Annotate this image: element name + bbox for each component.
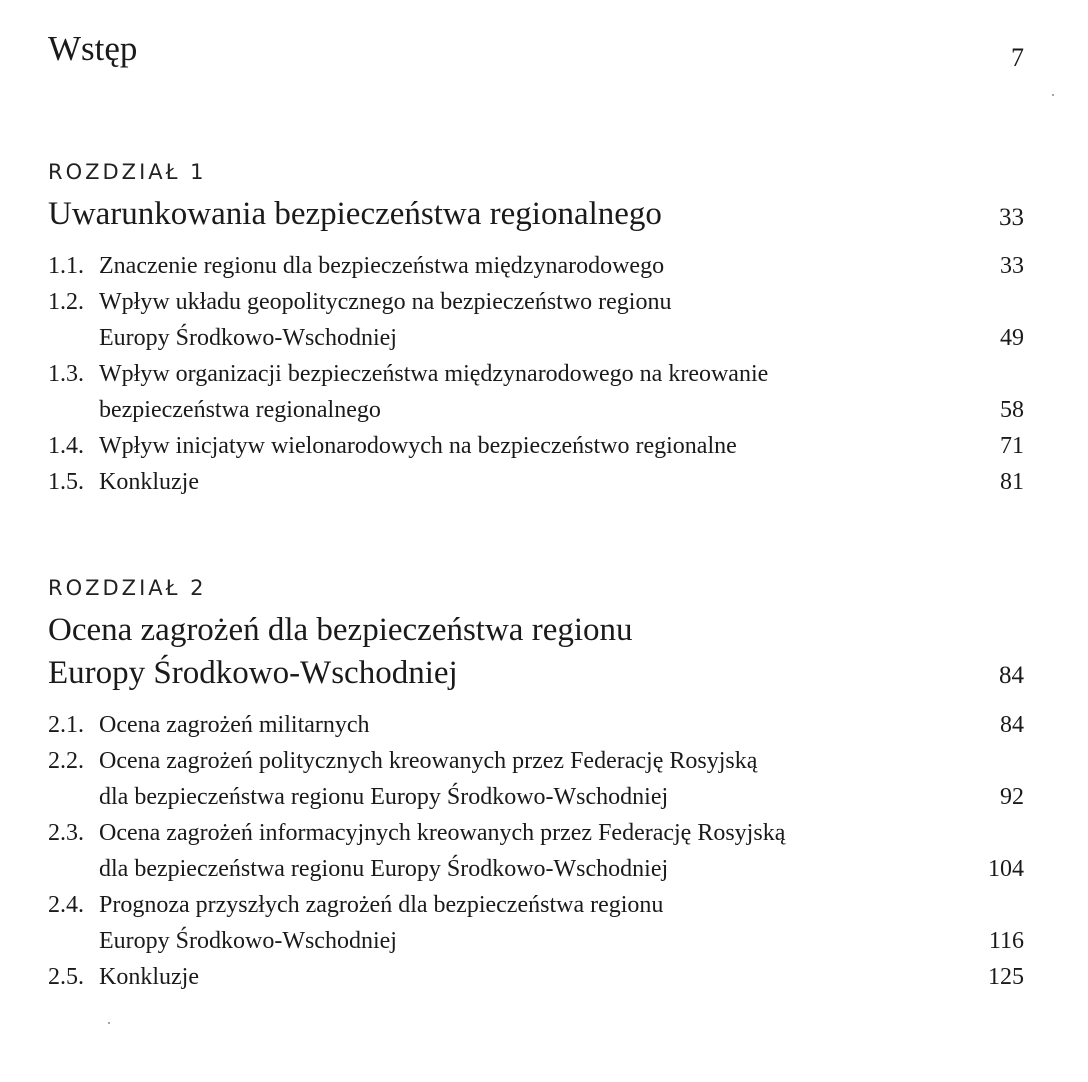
section-page-number: 81 — [1000, 469, 1024, 496]
section-page-number: 71 — [1000, 433, 1024, 460]
toc-entry-1-4 — [48, 428, 1024, 464]
section-title: Wpływ inicjatyw wielonarodowych na bezpieczeństwo regionalne — [99, 433, 737, 460]
chapter-2 — [48, 576, 1024, 995]
toc-entry-2-3 — [48, 815, 1024, 887]
toc-entry-2-4 — [48, 887, 1024, 959]
chapter-label: ROZDZIAŁ 2 — [48, 576, 207, 600]
toc-entry-2-1 — [48, 707, 1024, 743]
section-title: Konkluzje — [99, 963, 199, 990]
section-number: 2.1. — [48, 711, 84, 738]
chapter-1 — [48, 160, 1024, 500]
section-page-number: 104 — [988, 855, 1024, 882]
section-number: 1.3. — [48, 361, 84, 388]
scan-speck — [108, 1022, 110, 1024]
chapter-page-number: 84 — [999, 662, 1024, 690]
toc-entry-2-2 — [48, 743, 1024, 815]
section-number: 1.5. — [48, 469, 84, 496]
toc-entry-1-5 — [48, 464, 1024, 500]
section-title: Prognoza przyszłych zagrożeń dla bezpieczeństwa regionu Europy Środkowo-Wschodniej — [99, 891, 664, 954]
chapter-title: Uwarunkowania bezpieczeństwa regionalnego — [48, 196, 662, 233]
chapter-label: ROZDZIAŁ 1 — [48, 160, 207, 184]
section-title: Ocena zagrożeń militarnych — [99, 711, 370, 738]
section-number: 2.5. — [48, 963, 84, 990]
section-page-number: 125 — [988, 963, 1024, 990]
section-page-number: 116 — [988, 927, 1024, 954]
toc-entry-preface — [48, 28, 1024, 84]
chapter-heading — [48, 193, 1024, 236]
section-page-number: 92 — [1000, 783, 1024, 810]
chapter-heading — [48, 609, 1024, 695]
section-title: Wpływ układu geopolitycznego na bezpieczeństwo regionu Europy Środkowo-Wschodniej — [99, 289, 672, 352]
toc-entry-1-2 — [48, 284, 1024, 356]
section-title: Znaczenie regionu dla bezpieczeństwa międzynarodowego — [99, 253, 665, 280]
section-number: 2.2. — [48, 747, 84, 774]
section-title: Ocena zagrożeń politycznych kreowanych przez Federację Rosyjską dla bezpieczeństwa regionu Europy Środkowo-Wschodniej — [99, 747, 758, 810]
section-title: Konkluzje — [99, 469, 199, 496]
section-page-number: 58 — [1000, 397, 1024, 424]
chapter-page-number: 33 — [999, 203, 1024, 231]
toc-entry-1-1 — [48, 248, 1024, 284]
toc-entry-2-5 — [48, 959, 1024, 995]
section-number: 2.3. — [48, 819, 84, 846]
section-number: 1.4. — [48, 433, 84, 460]
section-number: 2.4. — [48, 891, 84, 918]
section-title: Wpływ organizacji bezpieczeństwa międzynarodowego na kreowanie bezpieczeństwa regionalnego — [99, 361, 769, 424]
scan-speck — [1052, 94, 1054, 96]
section-page-number: 49 — [1000, 325, 1024, 352]
section-page-number: 33 — [1000, 253, 1024, 280]
section-page-number: 84 — [1000, 711, 1024, 738]
chapter-title: Ocena zagrożeń dla bezpieczeństwa regionu Europy Środkowo-Wschodniej — [48, 612, 633, 692]
preface-title: Wstęp — [48, 29, 138, 68]
section-number: 1.1. — [48, 253, 84, 280]
preface-page-number: 7 — [1011, 43, 1024, 72]
toc-entry-1-3 — [48, 356, 1024, 428]
section-title: Ocena zagrożeń informacyjnych kreowanych przez Federację Rosyjską dla bezpieczeństwa regionu Europy Środkowo-Wschodniej — [99, 819, 786, 882]
section-number: 1.2. — [48, 289, 84, 316]
